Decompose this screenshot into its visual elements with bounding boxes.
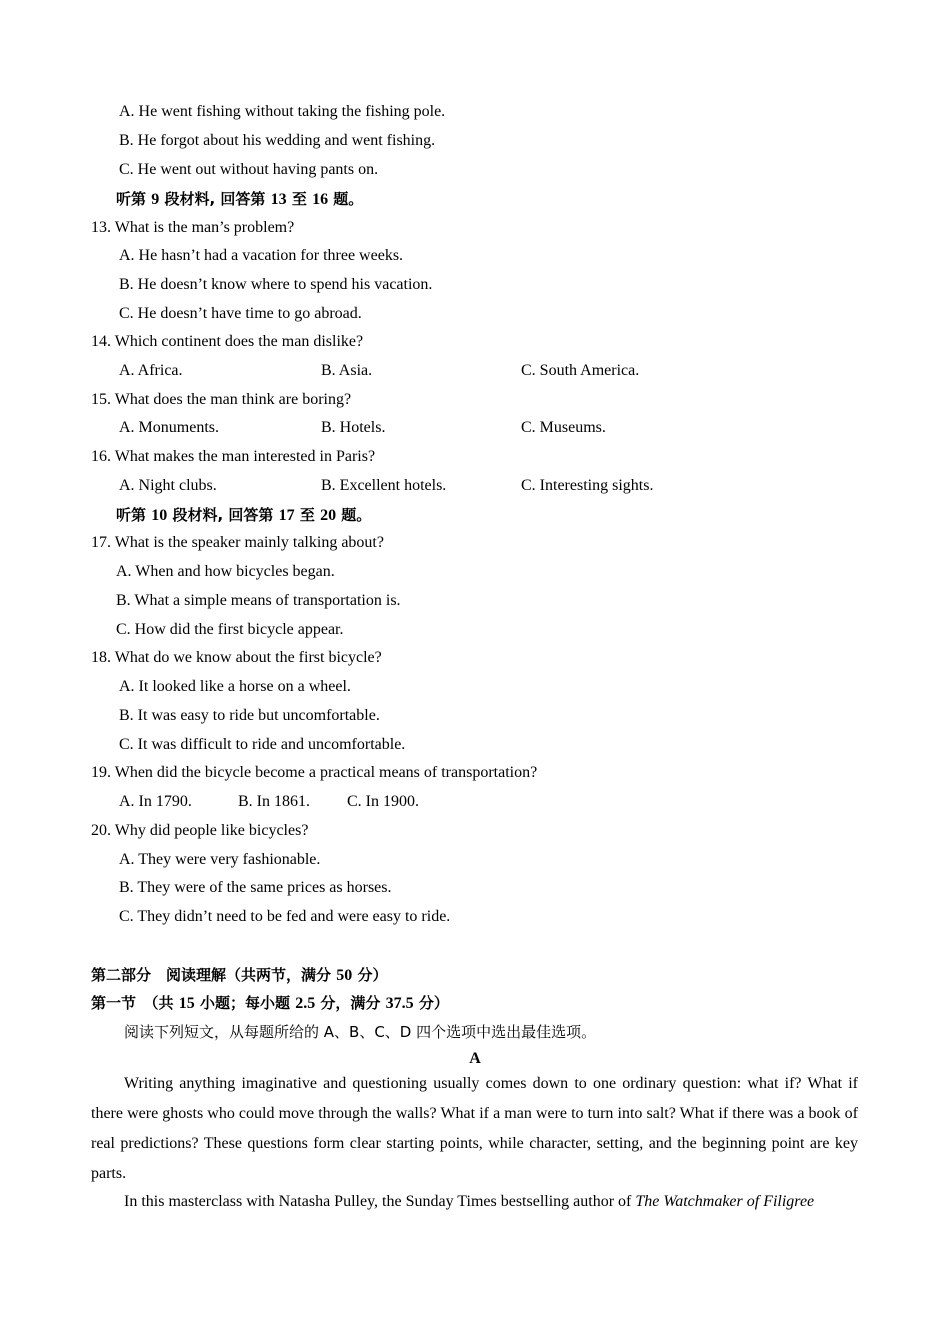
q13-option-a: A. He hasn’t had a vacation for three weeks.: [119, 247, 404, 264]
passage-label: A: [469, 1050, 481, 1067]
q20-option-b: B. They were of the same prices as horses.: [119, 879, 392, 896]
q16-question: 16. What makes the man interested in Paris?: [91, 448, 376, 465]
q19-question: 19. When did the bicycle become a practical means of transportation?: [91, 764, 538, 781]
q17-question: 17. What is the speaker mainly talking about?: [91, 534, 384, 551]
q19-option-c: C. In 1900.: [347, 793, 419, 810]
q20-option-a: A. They were very fashionable.: [119, 851, 321, 868]
q15-option-c: C. Museums.: [521, 419, 606, 436]
q12-option-b: B. He forgot about his wedding and went fishing.: [119, 132, 436, 149]
q17-option-b: B. What a simple means of transportation is.: [116, 592, 401, 609]
q16-option-c: C. Interesting sights.: [521, 477, 654, 494]
q17-option-a: A. When and how bicycles began.: [116, 563, 335, 580]
q13-option-b: B. He doesn’t know where to spend his vacation.: [119, 276, 433, 293]
q18-question: 18. What do we know about the first bicycle?: [91, 649, 382, 666]
q15-option-a: A. Monuments.: [119, 419, 219, 436]
q20-question: 20. Why did people like bicycles?: [91, 822, 309, 839]
q14-option-a: A. Africa.: [119, 362, 183, 379]
q15-question: 15. What does the man think are boring?: [91, 391, 352, 408]
q12-option-c: C. He went out without having pants on.: [119, 161, 379, 178]
q13-question: 13. What is the man’s problem?: [91, 219, 295, 236]
book-title: The Watchmaker of Filigree: [635, 1193, 815, 1210]
q20-option-c: C. They didn’t need to be fed and were easy to ride.: [119, 908, 451, 925]
section10-heading: 听第 10 段材料, 回答第 17 至 20 题。: [116, 506, 372, 524]
q14-question: 14. Which continent does the man dislike?: [91, 333, 364, 350]
q18-option-b: B. It was easy to ride but uncomfortable.: [119, 707, 380, 724]
q17-option-c: C. How did the first bicycle appear.: [116, 621, 344, 638]
reading-instruction: 阅读下列短文，从每题所给的 A、B、C、D 四个选项中选出最佳选项。: [124, 1023, 597, 1041]
passage-paragraph-1: Writing anything imaginative and questioning usually comes down to one ordinary question: what if? What if there were ghosts who could move through the walls? What if a man were to turn into salt? What if there was a book of real predictions? These questions form clear starting points, while character, setting, and the beginning point are key parts.: [91, 1075, 858, 1182]
q19-option-a: A. In 1790.: [119, 793, 192, 810]
section1-heading: 第一节 （共 15 小题；每小题 2.5 分，满分 37.5 分）: [91, 994, 449, 1012]
q18-option-a: A. It looked like a horse on a wheel.: [119, 678, 351, 695]
q18-option-c: C. It was difficult to ride and uncomfortable.: [119, 736, 406, 753]
q16-option-a: A. Night clubs.: [119, 477, 217, 494]
q15-option-b: B. Hotels.: [321, 419, 386, 436]
section9-heading: 听第 9 段材料, 回答第 13 至 16 题。: [116, 190, 364, 208]
q13-option-c: C. He doesn’t have time to go abroad.: [119, 305, 362, 322]
q16-option-b: B. Excellent hotels.: [321, 477, 447, 494]
paragraph-2-text: In this masterclass with Natasha Pulley, the Sunday Times bestselling author of: [124, 1193, 636, 1210]
q14-option-c: C. South America.: [521, 362, 640, 379]
part2-heading: 第二部分 阅读理解（共两节，满分 50 分）: [91, 966, 388, 984]
q14-option-b: B. Asia.: [321, 362, 373, 379]
q12-option-a: A. He went fishing without taking the fishing pole.: [119, 103, 446, 120]
passage-paragraph-2: [91, 1187, 858, 1217]
q19-option-b: B. In 1861.: [238, 793, 310, 810]
